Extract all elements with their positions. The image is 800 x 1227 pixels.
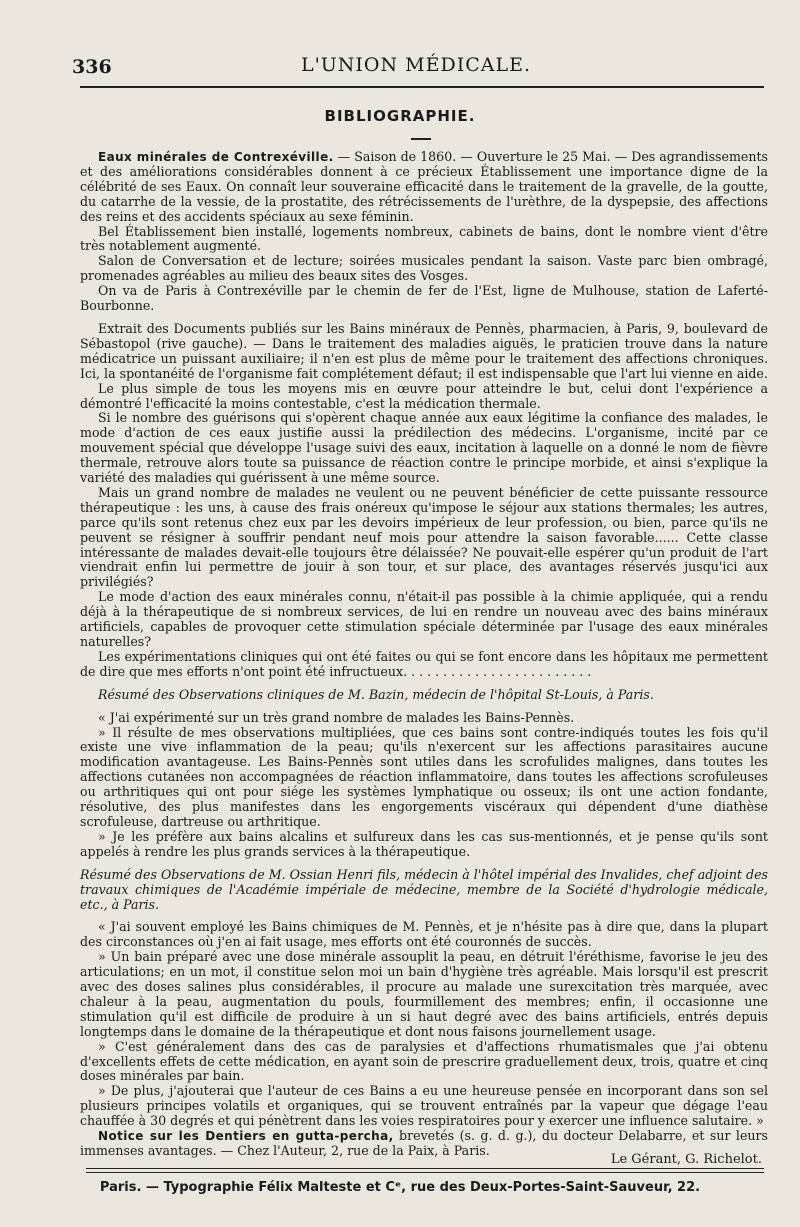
resume-heading: Résumé des Observations de M. Ossian Henri fils, médecin à l'hôtel impérial des Invalides, chef adjoint des travaux chimiques de l'Académie impériale de médecine, membre de la Société d'hydrologie médicale, etc., à Paris.: [80, 866, 768, 912]
page-number: 336: [72, 56, 112, 78]
imprint: Paris. — Typographie Félix Malteste et Cᵉ, rue des Deux-Portes-Saint-Sauveur, 22.: [99, 1180, 701, 1195]
footer-rule-thin: [86, 1172, 764, 1173]
paragraph: « J'ai expérimenté sur un très grand nombre de malades les Bains-Pennès.: [98, 709, 575, 725]
paragraph: » De plus, j'ajouterai que l'auteur de ces Bains a eu une heureuse pensée en incorporant dans son sel plusieurs principes volatils et organiques, qui se trouvent entraînés par la vapeur que dégage l'eau chauffée à 30 degrés et qui pénètrent dans les voies respiratoires pour y exercer une influence salutaire. »: [80, 1083, 768, 1129]
paragraph: Salon de Conversation et de lecture; soirées musicales pendant la saison. Vaste parc bien ombragé, promenades agréables au milieu des beaux sites des Vosges.: [80, 253, 768, 284]
paragraph: On va de Paris à Contrexéville par le chemin de fer de l'Est, ligne de Mulhouse, station de Laferté-Bourbonne.: [80, 283, 768, 314]
paragraph: Le plus simple de tous les moyens mis en œuvre pour atteindre le but, celui dont l'expérience a démontré l'efficacité la moins contestable, c'est la médication thermale.: [80, 380, 768, 411]
paragraph: » Un bain préparé avec une dose minérale assouplit la peau, en détruit l'éréthisme, favorise le jeu des articulations; en un mot, il constitue selon moi un bain d'hygiène très agréable. Mais lorsqu'il est prescrit avec des doses salines plus considérables, il procure au malade une surexcitation très marquée, avec chaleur à la peau, augmentation du pouls, fourmillement des membres; enfin, il occasionne une stimulation qu'il est difficile de produire à un si haut degré avec des bains artificiels, entrés depuis longtemps dans le domaine de la thérapeutique et dont nous faisons journellement usage.: [80, 949, 768, 1039]
signature: Le Gérant, G. Richelot.: [610, 1152, 762, 1167]
paragraph: » Je les préfère aux bains alcalins et sulfureux dans les cas sus-mentionnés, et je pense qu'ils sont appelés à rendre les plus grands services à la thérapeutique.: [80, 828, 768, 859]
article-body: [80, 150, 768, 1159]
footer-rule: [86, 1168, 764, 1169]
section-title: BIBLIOGRAPHIE.: [324, 107, 476, 125]
paragraph: » Il résulte de mes observations multipliées, que ces bains sont contre-indiqués toutes les fois qu'il existe une vive inflammation de la peau; qu'ils n'exercent sur les affections parasitaires aucune modification avantageuse. Les Bains-Pennès sont utiles dans les scrofulides malignes, dans toutes les affections cutanées non accompagnées de réaction inflammatoire, dans toutes les affections scrofuleuses ou arthritiques qui ont pour siége les systèmes lymphatique ou osseux; ils ont une action fondante, résolutive, des plus manifestes dans les engorgements viscéraux qui dépendent d'une diathèse scrofuleuse, dartreuse ou arthritique.: [80, 724, 768, 829]
journal-title: L'UNION MÉDICALE.: [300, 54, 532, 76]
resume-heading: Résumé des Observations cliniques de M. Bazin, médecin de l'hôpital St-Louis, à Paris.: [98, 686, 654, 702]
paragraph: Bel Établissement bien installé, logements nombreux, cabinets de bains, dont le nombre vient d'être très notablement augmenté.: [80, 223, 768, 254]
paragraph: Mais un grand nombre de malades ne veulent ou ne peuvent bénéficier de cette puissante ressource thérapeutique : les uns, à cause des frais onéreux qu'impose le séjour aux stations thermales; les autres, parce qu'ils sont retenus chez eux par les devoirs impérieux de leur profession, ou bien, parce qu'ils ne peuvent se résigner à souffrir pendant neuf mois pour attendre la saison favorable...... Cette classe intéressante de malades devait-elle toujours être délaissée? Ne pouvait-elle espérer qu'un produit de l'art viendrait enfin lui permettre de jouir à son tour, et sur place, des avantages réservés jusqu'ici aux privilégiés?: [80, 484, 768, 590]
paragraph: Si le nombre des guérisons qui s'opèrent chaque année aux eaux légitime la confiance des malades, le mode d'action de ces eaux justifie aussi la prédilection des médecins. L'organisme, incité par ce mouvement spécial que développe l'usage suivi des eaux, incitation à laquelle on a donné le nom de fièvre thermale, retrouve alors toute sa puissance de réaction contre le principe morbide, et ainsi s'explique la variété des maladies qui guérissent à une même source.: [80, 410, 768, 486]
paragraph: » C'est généralement dans des cas de paralysies et d'affections rhumatismales que j'ai obtenu d'excellents effets de cette médication, en ayant soin de prescrire graduellement deux, trois, quatre et cinq doses minérales par bain.: [80, 1038, 768, 1084]
paragraph-lead: Eaux minérales de Contrexéville.: [98, 150, 334, 164]
paragraph: Le mode d'action des eaux minérales connu, n'était-il pas possible à la chimie appliquée, qui a rendu déjà à la thérapeutique de si nombreux services, de lui en rendre un nouveau avec des bains minéraux artificiels, capables de provoquer cette stimulation spéciale déterminée par l'usage des eaux minérales naturelles?: [80, 589, 768, 649]
paragraph: Notice sur les Dentiers en gutta-percha, brevetés (s. g. d. g.), du docteur Delabarre, et sur leurs immenses avantages. — Chez l'Auteur, 2, rue de la Paix, à Paris.: [80, 1128, 769, 1158]
paragraph: Les expérimentations cliniques qui ont été faites ou qui se font encore dans les hôpitaux me permettent de dire que mes efforts n'ont point été infructueux. . . . . . . . . . . . . . . . . . . . . . . .: [80, 648, 768, 679]
header-rule: [80, 86, 764, 88]
paragraph: Eaux minérales de Contrexéville. — Saison de 1860. — Ouverture le 25 Mai. — Des agrandissements et des améliorations considérables donnent à ce précieux Établissement une importance digne de la célébrité de ses Eaux. On connaît leur souveraine efficacité dans le traitement de la gravelle, de la goutte, du catarrhe de la vessie, de la prostatite, des rétrécissements de l'urèthre, de la dyspepsie, des affections des reins et des accidents spéciaux au sexe féminin.: [80, 149, 768, 224]
paragraph: « J'ai souvent employé les Bains chimiques de M. Pennès, et je n'hésite pas à dire que, dans la plupart des circonstances où j'en ai fait usage, mes efforts ont été couronnés de succès.: [80, 919, 768, 950]
paragraph-lead: Notice sur les Dentiers en gutta-percha,: [98, 1129, 394, 1144]
running-head: [72, 54, 760, 80]
title-dash: [411, 138, 431, 140]
paragraph: Extrait des Documents publiés sur les Bains minéraux de Pennès, pharmacien, à Paris, 9, boulevard de Sébastopol (rive gauche). — Dans le traitement des maladies aiguës, le praticien trouve dans la nature médicatrice un puissant auxiliaire; il n'en est plus de même pour le traitement des affections chroniques. Ici, la spontanéité de l'organisme fait complétement défaut; il est indispensable que l'art lui vienne en aide.: [80, 320, 768, 381]
